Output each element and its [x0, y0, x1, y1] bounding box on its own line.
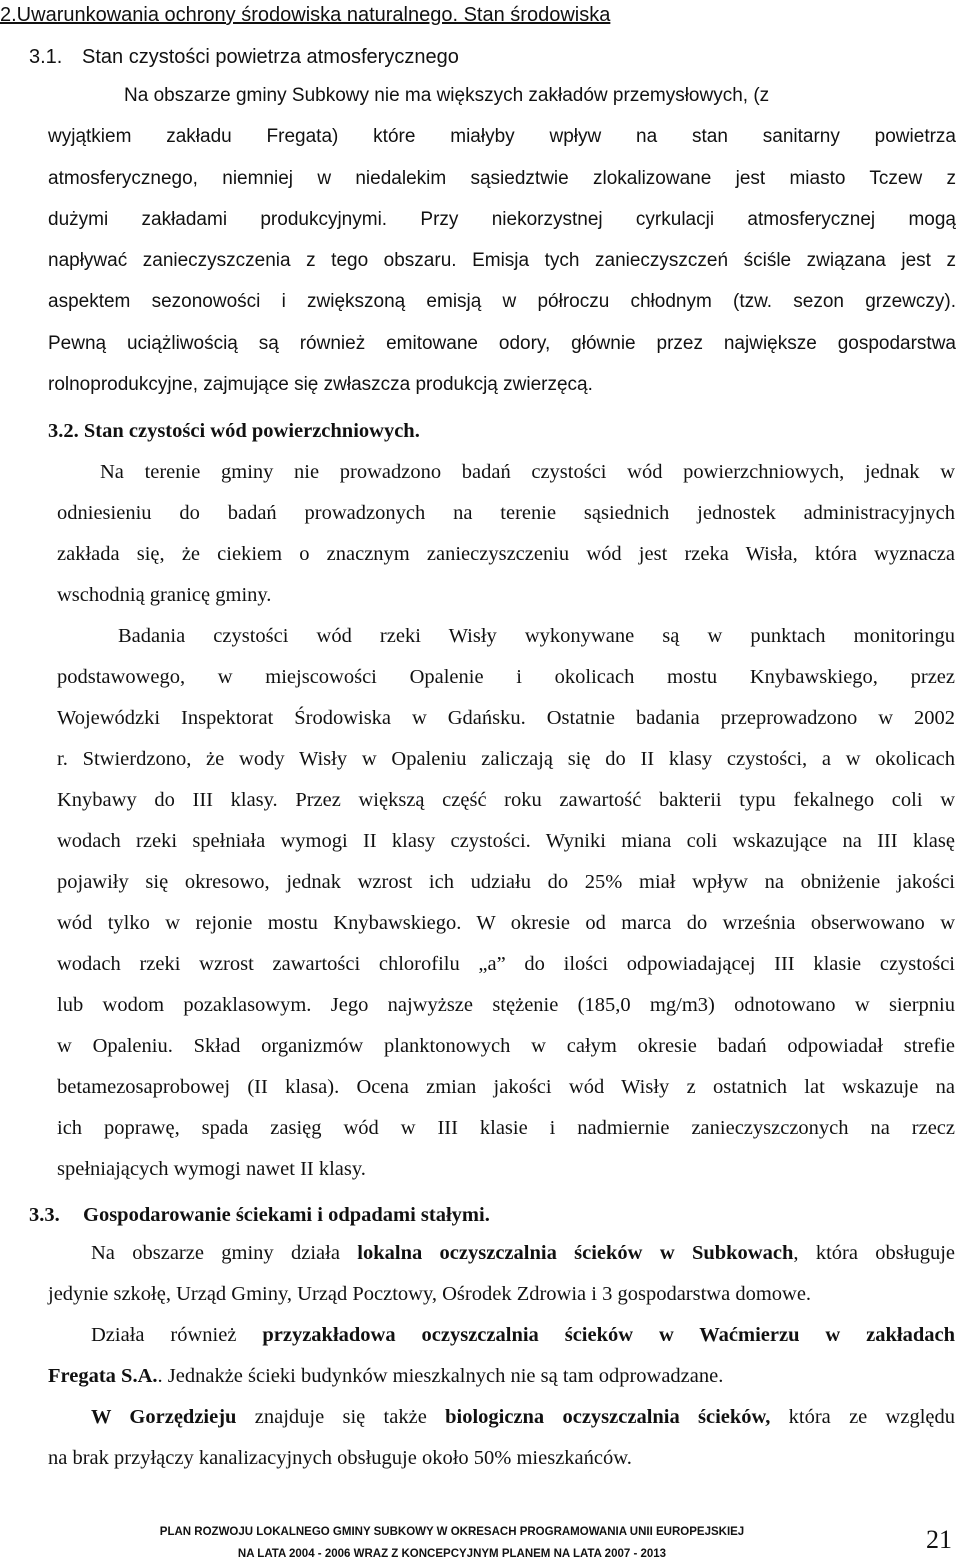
section-3-2-line: wodach rzeki wzrost zawartości chlorofilu „a” do ilości odpowiadającej III klasie czystości: [57, 953, 955, 975]
section-3-1-line: Pewną uciążliwością są również emitowane odory, głównie przez największe gospodarstwa: [48, 333, 956, 354]
section-3-3-title: Gospodarowanie ściekami i odpadami stałymi.: [83, 1204, 490, 1226]
text-run: która ze względu: [770, 1406, 956, 1428]
section-3-1-heading: [29, 42, 459, 72]
section-3-1-line: Na obszarze gminy Subkowy nie ma większych zakładów przemysłowych, (z: [124, 85, 770, 106]
section-3-2-line: Wojewódzki Inspektorat Środowiska w Gdańsku. Ostatnie badania przeprowadzono w 2002: [57, 707, 955, 729]
text-run: znajduje się także: [236, 1406, 446, 1428]
section-3-1-number: 3.1.: [29, 46, 63, 68]
section-3-2-line: r. Stwierdzono, że wody Wisły w Opaleniu zaliczają się do II klasy czystości, a w okolicach: [57, 748, 955, 770]
section-3-2-line: Na terenie gminy nie prowadzono badań czystości wód powierzchniowych, jednak w: [100, 461, 955, 483]
section-3-2-line: wschodnią granicę gminy.: [57, 584, 272, 606]
section-3-1-line: atmosferycznego, niemniej w niedalekim sąsiedztwie zlokalizowane jest miasto Tczew z: [48, 168, 956, 189]
section-3-1-title: Stan czystości powietrza atmosferycznego: [82, 46, 459, 68]
text-run-bold: biologiczna oczyszczalnia ścieków,: [445, 1406, 771, 1428]
section-3-3-p1-line2: jedynie szkołę, Urząd Gminy, Urząd Pocztowy, Ośrodek Zdrowia i 3 gospodarstwa domowe.: [48, 1283, 812, 1305]
footer-line-2: NA LATA 2004 - 2006 WRAZ Z KONCEPCYJNYM PLANEM NA LATA 2007 - 2013: [237, 1548, 667, 1560]
text-run: Na obszarze gminy działa: [91, 1242, 358, 1264]
section-3-2-line: pojawiły się okresowo, jednak wzrost ich udziału do 25% miał wpływ na obniżenie jakości: [57, 871, 955, 893]
section-3-1-line: wyjątkiem zakładu Fregata) które miałyby wpływ na stan sanitarny powietrza: [48, 126, 956, 147]
section-3-2-line: Knybawy do III klasy. Przez większą część roku zawartość bakterii typu fekalnego coli w: [57, 789, 955, 811]
text-run-bold: przyzakładowa oczyszczalnia ścieków w Waćmierzu w zakładach: [262, 1324, 955, 1346]
section-3-1-line: dużymi zakładami produkcyjnymi. Przy niekorzystnej cyrkulacji atmosferycznej mogą: [48, 209, 956, 230]
section-3-3-p2-line1: [91, 1315, 955, 1356]
section-3-3-heading: [29, 1200, 490, 1230]
section-3-3-p2-line2: [48, 1356, 723, 1397]
section-3-1-line: aspektem sezonowości i zwiększoną emisją w półroczu chłodnym (tzw. sezon grzewczy).: [48, 291, 956, 312]
section-3-2-line: wód tylko w rejonie mostu Knybawskiego. W okresie od marca do września obserwowano w: [57, 912, 955, 934]
section-3-1-line: rolnoprodukcyjne, zajmujące się zwłaszcza produkcją zwierzęcą.: [48, 374, 593, 395]
section-3-2-line: ich poprawę, spada zasięg wód w III klasie i nadmiernie zanieczyszczonych na rzecz: [57, 1117, 955, 1139]
section-3-2-line: podstawowego, w miejscowości Opalenie i okolicach mostu Knybawskiego, przez: [57, 666, 955, 688]
text-run-bold: W Gorzędzieju: [91, 1406, 237, 1428]
section-3-2-line: betamezosaprobowej (II klasa). Ocena zmian jakości wód Wisły z ostatnich lat wskazuje na: [57, 1076, 955, 1098]
footer-line-1: PLAN ROZWOJU LOKALNEGO GMINY SUBKOWY W OKRESACH PROGRAMOWANIA UNII EUROPEJSKIEJ: [159, 1526, 745, 1538]
text-run-bold: Fregata S.A.: [48, 1365, 158, 1387]
section-3-2-line: spełniających wymogi nawet II klasy.: [57, 1158, 366, 1180]
text-run: , która obsługuje: [793, 1242, 956, 1264]
section-3-3-p1-line1: [91, 1233, 955, 1274]
section-3-3-p3-line2: na brak przyłączy kanalizacyjnych obsługuje około 50% mieszkańców.: [48, 1447, 632, 1469]
section-3-2-line: odniesieniu do badań prowadzonych na terenie sąsiednich jednostek administracyjnych: [57, 502, 955, 524]
section-3-3-number: 3.3.: [29, 1204, 60, 1226]
section-2-title: 2.Uwarunkowania ochrony środowiska naturalnego. Stan środowiska: [0, 4, 611, 26]
text-run: . Jednakże ścieki budynków mieszkalnych nie są tam odprowadzane.: [157, 1365, 724, 1387]
section-3-2-line: w Opaleniu. Skład organizmów planktonowych w całym okresie badań odpowiadał strefie: [57, 1035, 955, 1057]
section-3-2-heading: 3.2. Stan czystości wód powierzchniowych.: [48, 420, 420, 442]
page-number: 21: [926, 1525, 952, 1554]
text-run-bold: lokalna oczyszczalnia ścieków w Subkowach: [357, 1242, 794, 1264]
section-3-3-p3-line1: [91, 1397, 955, 1438]
section-3-2-line: wodach rzeki spełniała wymogi II klasy czystości. Wyniki miana coli wskazujące na III klasę: [57, 830, 955, 852]
section-3-2-line: lub wodom pozaklasowym. Jego najwyższe stężenie (185,0 mg/m3) odnotowano w sierpniu: [57, 994, 955, 1016]
text-run: Działa również: [91, 1324, 263, 1346]
section-3-1-line: napływać zanieczyszczenia z tego obszaru. Emisja tych zanieczyszczeń ściśle związana jest z: [48, 250, 956, 271]
section-3-2-line: zakłada się, że ciekiem o znacznym zanieczyszczeniu wód jest rzeka Wisła, która wyznacza: [57, 543, 955, 565]
section-2-heading: [0, 0, 610, 30]
section-3-2-line: Badania czystości wód rzeki Wisły wykonywane są w punktach monitoringu: [118, 625, 955, 647]
